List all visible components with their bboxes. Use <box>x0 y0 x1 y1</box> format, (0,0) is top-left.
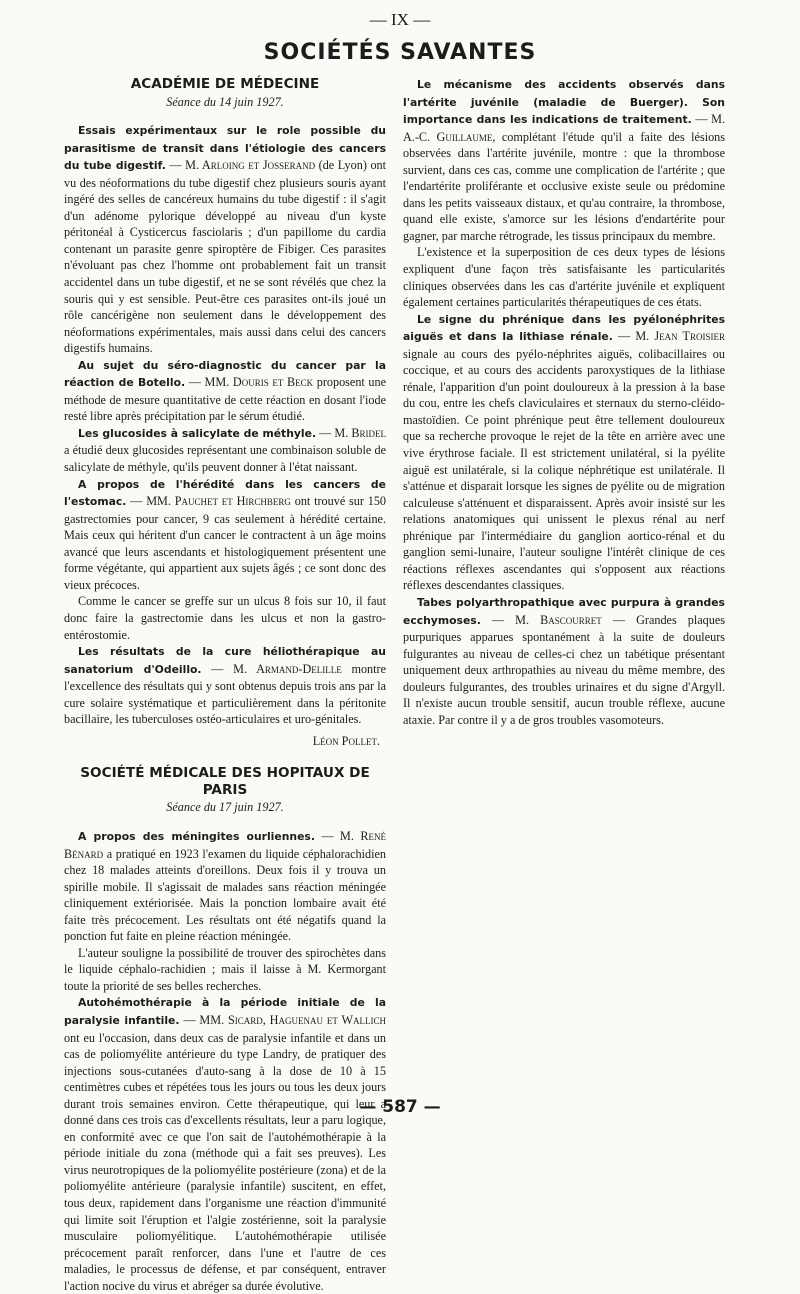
article-heading: A propos de l'hérédité dans les cancers de l'estomac. <box>64 477 386 509</box>
article-authors: M. Bascourret <box>515 612 602 627</box>
article-paragraph: A propos des méningites ourliennes. — M. René Bénard a pratiqué en 1923 l'examen du liquide céphalorachidien chez 18 malades atteints d'oreillons. Deux fois il y trouva un spirille mobile. Il s'agissait de malades sans réaction méningée cliniquement extériorisée. Mais la ponction lombaire avait été faite très précocement. Les résultats ont été négatifs quand la ponction fut faite en pleine réaction méningée. <box>64 828 387 944</box>
article-heading: Autohémothérapie à la période initiale de la paralysie infantile. <box>64 996 386 1027</box>
article-heading: Au sujet du séro-diagnostic du cancer par la réaction de Botello. <box>64 358 386 390</box>
article-paragraph: L'existence et la superposition de ces deux types de lésions expliquent d'une façon très satisfaisante les particularités cliniques observées dans les cas d'artérite juvénile et expliquent également certaines particularités thérapeutiques de ces états. <box>403 245 725 310</box>
article-heading: Le mécanisme des accidents observés dans l'artérite juvénile (maladie de Buerger). Son importance dans les indications de traitement. <box>403 78 725 127</box>
article-paragraph: Le signe du phrénique dans les pyélonéphrites aiguës et dans la lithiase rénale. — M. Jean Troisier signale au cours des pyélo-néphrites aiguës, colibacillaires ou coccique, et au cours des accidents paroxystiques de la lithiase rénale, l'apparition d'un point douloureux à la pression à la base du cou, entre les chefs claviculaires et sternaux du sterno-cléido-mastoïdien. Ce point phrénique peut être tellement douloureux que sa recherche provoque le rejet de la tête en arrière avec une vive érythrose faciale. Il est strictement unilatéral, si la pyélite aiguë est unilatérale, si la colique néphrétique est unilatérale. Il s'atténue et disparait lorsque les signes de pyélite ou de migration calculeuse s'atténuent et disparaissent. Après avoir insisté sur les relations anatomiques qui unissent le plexus rénal au nerf phrénique par l'intermédiaire du ganglion aortico-rénal et du ganglion semi-lunaire, l'auteur souligne l'intérêt clinique de ces réactions réflexes ascendantes qui s'opposent aux réactions réflexes descendantes classiques. <box>403 312 725 593</box>
article-authors: M. René Bénard <box>64 828 386 861</box>
article-authors: M. Bridel <box>334 425 386 440</box>
article-paragraph: Tabes polyarthropathique avec purpura à grandes ecchymoses. — M. Bascourret — Grandes plaques purpuriques apparues spontanément à la suite de douleurs fulgurantes au niveau de celles-ci chez un tabétique présentant uniquement deux arthropathies au niveau du même membre, des douleurs fulgurantes, des troubles urinaires et du signe d'Argyll. Il n'existe aucun trouble sensitif, aucun trouble réflexe, aucune ataxie. Par contre il y a de gros troubles vasomoteurs. <box>403 595 726 727</box>
article-heading: Le signe du phrénique dans les pyélonéphrites aiguës et dans la lithiase rénale. <box>403 312 725 344</box>
article-heading: A propos des méningites ourliennes. <box>78 829 315 843</box>
article-body: (de Lyon) ont vu des néoformations du tube digestif chez plusieurs souris ayant ingéré des selles de cancéreux humains du tube digestif : il s'agit d'un adénome pylorique développé au niveau d'un kyste péritonéal à Cysticercus fasciolaris ; d'un papillome du cardia contenant un parasite genre spiroptère de Fibiger. Ces parasites n'évoluant pas chez l'homme ont probablement fait un transit accidentel dans un tube digestif, et ne se sont révélés que chez la souris qui y est sensible. Peut-être ces parasites ont-ils joué un rôle cancérigène non seulement dans le développement des néoformations expérimentales, mais aussi dans celui des cancers digestifs humains. <box>64 158 387 356</box>
article-body: a pratiqué en 1923 l'examen du liquide céphalorachidien chez 18 malades atteints d'oreillons. Deux fois il y trouva un spirille mobile. Il s'agissait de malades sans réaction méningée cliniquement extériorisée. Mais la ponction lombaire avait été faite très précocement. Les résultats ont été négatifs quand la ponction fut faite en pleine réaction méningée. <box>64 846 387 944</box>
article-heading: Tabes polyarthropathique avec purpura à grandes ecchymoses. <box>403 595 725 627</box>
article-paragraph: Les résultats de la cure héliothérapique au sanatorium d'Odeillo. — M. Armand-Delille montre l'excellence des résultats qui y sont obtenus depuis trois ans par la cure solaire systématique et particulièrement dans la péritonite bacillaire, les tuberculoses ostéo-articulaires et uro-génitales. <box>64 645 386 727</box>
page-title: SOCIÉTÉS SAVANTES <box>263 40 537 65</box>
article-body: signale au cours des pyélo-néphrites aiguës, colibacillaires ou coccique, et au cours des accidents paroxystiques de la lithiase rénale, l'apparition d'un point douloureux à la pression à la base du cou, entre les chefs claviculaires et sternaux du sterno-cléido-mastoïdien. Ce point phrénique peut être tellement douloureux que sa recherche provoque le rejet de la tête en arrière avec une vive érythrose faciale. Il est strictement unilatéral, si la pyélite aiguë est unilatérale, si la colique néphrétique est unilatérale. Il s'atténue et disparait lorsque les signes de pyélite ou de migration calculeuse s'atténuent et disparaissent. Après avoir insisté sur les relations anatomiques qui unissent le plexus rénal au nerf phrénique par l'intermédiaire du ganglion aortico-rénal et du ganglion semi-lunaire, l'auteur souligne l'intérêt clinique de ces réactions réflexes ascendantes qui s'opposent aux réactions réflexes descendantes classiques. <box>403 346 725 593</box>
section-title-academie: ACADÉMIE DE MÉDECINE <box>130 76 320 92</box>
article-body: Grandes plaques purpuriques apparues spontanément à la suite de douleurs fulgurantes au niveau de celles-ci chez un tabétique présentant uniquement deux arthropathies au niveau du même membre, des douleurs fulgurantes, des troubles urinaires et du signe d'Argyll. Il n'existe aucun trouble sensitif, aucun trouble réflexe, aucune ataxie. Par contre il y a de gros troubles vasomoteurs. <box>403 612 726 727</box>
article-authors: MM. Pauchet et Hirchberg <box>146 494 291 509</box>
article-paragraph: A propos de l'hérédité dans les cancers de l'estomac. — MM. Pauchet et Hirchberg ont trouvé sur 150 gastrectomies pour cancer, 9 cas seulement à hérédité certaine. Mais ceux qui héritent d'un cancer le contractent à un âge moins avancé que leurs ascendants et histologiquement présentent une forme végétante, qui appartient aux sujets âgés ; ce sont donc des vieux précoces. <box>64 477 387 592</box>
article-body: , complétant l'étude qu'il a faite des lésions observées dans l'artérite juvénile, montre : que la thrombose survient, dans ces cas, comme une complication de l'artérite ; que l'endartérite proliférante et occlusive existe seule ou prédomine dans les petits vaisseaux distaux, et qu'au contraire, la thrombose, quand elle existe, s'amorce sur les lésions d'endartérite pour gagner, par marche rétrograde, les tissus principaux du membre. <box>403 129 726 243</box>
footer-page-number: — 587 — <box>359 1097 441 1117</box>
author-signature: Léon Pollet. <box>312 733 380 748</box>
article-paragraph: Autohémothérapie à la période initiale de la paralysie infantile. — MM. Sicard, Haguenau et Wallich ont eu l'occasion, dans deux cas de paralysie infantile et dans un cas de poliomyélite antérieure du type Landry, de pratiquer des injections sous-cutanées d'auto-sang à la dose de 10 à 15 centimètres cubes et répétées tous les jours ou tous les deux jours durant trois semaines environ. Cette thérapeutique, qui leur a donné dans ces trois cas d'excellents résultats, leur a paru logique, en conformité avec ce que l'on sait de l'autohémothérapie à la période initiale du zona (méthode qui a fait ses preuves). Les virus neurotropiques de la poliomyélite postérieure (zona) et de la poliomyélite antérieure (paralysie infantile) suscitent, en effet, tous deux, rapidement dans l'organisme une réaction d'immunité qui limite soit l'éruption et l'algie zostérienne, soit la paralysie musculaire poliomyélitique. L'autohémothérapie utilisée précocement paraît renforcer, dans l'une et l'autre de ces maladies, le processus de défense, et par conséquent, entraver l'action nocive du virus et abréger sa durée évolutive. <box>64 996 386 1293</box>
article-authors: M. Jean Troisier <box>635 329 725 344</box>
section-date-academie: Séance du 14 juin 1927. <box>166 94 284 109</box>
article-body: proposent une méthode de mesure quantitative de cette réaction en dosant l'iode resté libre après précipitation par le sérum étudié. <box>64 375 387 424</box>
article-paragraph: Comme le cancer se greffe sur un ulcus 8 fois sur 10, il faut donc faire la gastrectomie dans les ulcus et non la gastro-entérostomie. <box>64 594 386 642</box>
article-paragraph: Essais expérimentaux sur le role possible du parasitisme de transit dans l'étiologie des cancers du tube digestif. — M. Arloing et Josserand (de Lyon) ont vu des néoformations du tube digestif chez plusieurs souris ayant ingéré des selles de cancéreux humains du tube digestif : il s'agit d'un adénome pylorique développé au niveau d'un kyste péritonéal à Cysticercus fasciolaris ; d'un papillome du cardia contenant un parasite genre spiroptère de Fibiger. Ces parasites n'évoluant pas chez l'homme ont probablement fait un transit accidentel dans un tube digestif, et ne se sont révélés que chez la souris qui y est sensible. Peut-être ces parasites ont-ils joué un rôle cancérigène non seulement dans le développement des néoformations expérimentales, mais aussi dans celui des cancers digestifs humains. <box>64 124 387 356</box>
article-heading: Essais expérimentaux sur le role possible du parasitisme de transit dans l'étiologie des cancers du tube digestif. <box>64 124 386 173</box>
article-heading: Les résultats de la cure héliothérapique au sanatorium d'Odeillo. <box>64 645 386 676</box>
article-paragraph: L'auteur souligne la possibilité de trouver des spirochètes dans le liquide céphalo-rachidien ; mais il laisse à M. Kermorgant toute la priorité de ses belles recherches. <box>64 945 386 993</box>
article-authors: M. A.-C. Guillaume <box>403 112 726 144</box>
article-authors: M. Armand-Delille <box>233 661 342 676</box>
article-paragraph: Au sujet du séro-diagnostic du cancer par la réaction de Botello. — MM. Douris et Beck proposent une méthode de mesure quantitative de cette réaction en dosant l'iode resté libre après précipitation par le sérum étudié. <box>64 358 387 424</box>
roman-page-number: — IX — <box>369 10 431 29</box>
article-authors: MM. Sicard, Haguenau et Wallich <box>199 1012 386 1027</box>
article-body: ont trouvé sur 150 gastrectomies pour cancer, 9 cas seulement à hérédité certaine. Mais ceux qui héritent d'un cancer le contractent à un âge moins avancé que leurs ascendants et histologiquement présentent une forme végétante, qui appartient aux sujets âgés ; ce sont donc des vieux précoces. <box>64 494 387 592</box>
article-body: a étudié deux glucosides représentant une combinaison soluble de salicylate de méthyle, qu'ils peuvent donner à l'état naissant. <box>64 443 386 475</box>
article-authors: M. Arloing et Josserand <box>185 158 316 173</box>
article-authors: MM. Douris et Beck <box>204 375 314 390</box>
article-body: ont eu l'occasion, dans deux cas de paralysie infantile et dans un cas de poliomyélite antérieure du type Landry, de pratiquer des injections sous-cutanées d'auto-sang à la dose de 10 à 15 centimètres cubes et répétées tous les jours ou tous les deux jours durant trois semaines environ. Cette thérapeutique, qui leur a donné dans ces trois cas d'excellents résultats, leur a paru logique, en conformité avec ce que l'on sait de l'autohémothérapie à la période initiale du zona (méthode qui a fait ses preuves). Les virus neurotropiques de la poliomyélite postérieure (zona) et de la poliomyélite antérieure (paralysie infantile) suscitent, en effet, tous deux, rapidement dans l'organisme une réaction d'immunité qui limite soit l'éruption et l'algie zostérienne, soit la paralysie musculaire poliomyélitique. L'autohémothérapie utilisée précocement paraît renforcer, dans l'une et l'autre de ces maladies, le processus de défense, et par conséquent, entraver l'action nocive du virus et abréger sa durée évolutive. <box>64 1030 386 1293</box>
section-date-hopitaux: Séance du 17 juin 1927. <box>166 800 284 815</box>
section-title-hopitaux: SOCIÉTÉ MÉDICALE DES HOPITAUX DE PARIS <box>80 765 370 798</box>
right-column <box>403 76 725 728</box>
article-paragraph: Les glucosides à salicylate de méthyle. — M. Bridel a étudié deux glucosides représentant une combinaison soluble de salicylate de méthyle, qu'ils peuvent donner à l'état naissant. <box>64 425 386 475</box>
article-body: montre l'excellence des résultats qui y sont obtenus depuis trois ans par la cure solaire systématique et particulièrement dans la péritonite bacillaire, les tuberculoses ostéo-articulaires et uro-génitales. <box>64 661 386 727</box>
article-paragraph: Le mécanisme des accidents observés dans l'artérite juvénile (maladie de Buerger). Son importance dans les indications de traitement. — M. A.-C. Guillaume, complétant l'étude qu'il a faite des lésions observées dans l'artérite juvénile, montre : que la thrombose survient, dans ces cas, comme une complication de l'artérite ; que l'endartérite proliférante et occlusive existe seule ou prédomine dans les petits vaisseaux distaux, et qu'au contraire, la thrombose, quand elle existe, s'amorce sur les lésions d'endartérite pour gagner, par marche rétrograde, les tissus principaux du membre. <box>403 78 726 243</box>
article-heading: Les glucosides à salicylate de méthyle. <box>78 426 317 440</box>
